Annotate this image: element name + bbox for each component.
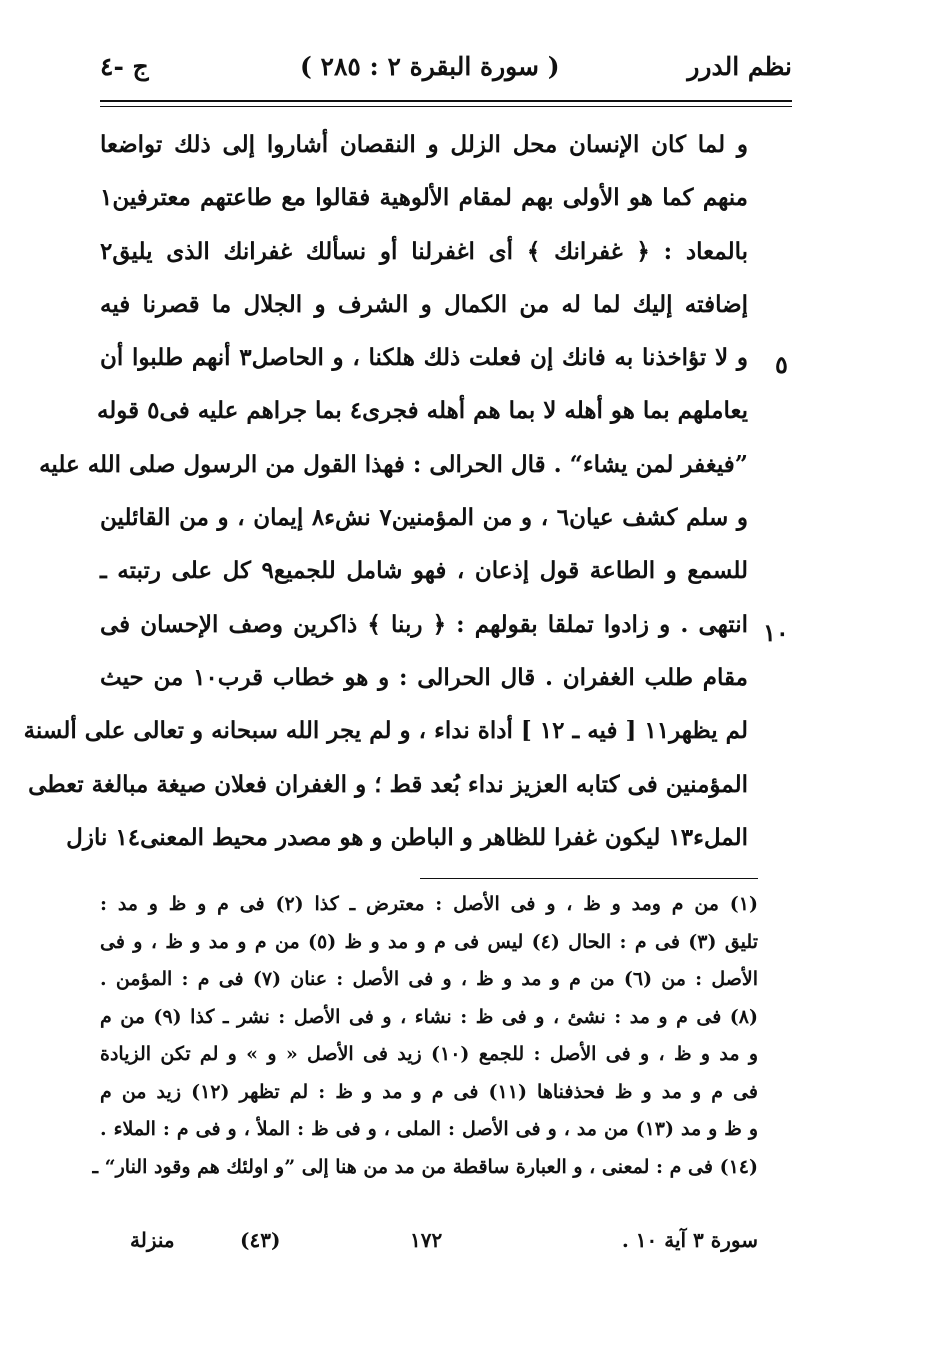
- footnote-line: تليق (٣) فى م : الحال (٤) ليس فى م و مد و ظ (٥) من م و مد و ظ ، و فى: [100, 930, 758, 953]
- main-text: [23, 118, 749, 864]
- text-line: بالمعاد : ﴿ غفرانك ﴾ أى اغفرلنا أو نسألك غفرانك الذى يليق٢: [100, 237, 748, 265]
- running-header: [100, 52, 792, 94]
- footnote-line: (٨) فى م و مد : نشئ ، و فى ظ : نشاء ، و فى الأصل : نشر ـ كذا (٩) من م: [100, 1005, 758, 1028]
- footnote-line: الأصل : من (٦) من م و مد و ظ ، و فى الأصل : عنان (٧) فى م : المؤمن .: [100, 968, 758, 990]
- text-line: و سلم كشف عيان٦ ، و من المؤمنين٧ نشء٨ إيمان ، و من القائلين: [100, 504, 748, 532]
- footer-surah-ayah: سورة ٣ آية ١٠ .: [621, 1228, 758, 1252]
- footnotes: [92, 886, 759, 1186]
- text-line: و لما كان الإنسان محل الزلل و النقصان أشاروا إلى ذلك تواضعا: [100, 131, 748, 158]
- text-line: مقام طلب الغفران . قال الحرالى : و هو خطاب قرب١٠ من حيث: [100, 663, 749, 691]
- footnote-line: فى م و مد و ظ فحذفناها (١١) فى م و مد و ظ : لم تظهر (١٢) زيد من م: [100, 1080, 758, 1103]
- text-line: يعاملهم بما هو أهله لا بما هم أهله فجرى٤ بما جراهم عليه فى٥ قوله: [96, 397, 748, 425]
- footer-manzil: منزلة: [130, 1228, 175, 1252]
- header-rule-thick: [100, 100, 792, 102]
- text-line: انتهى . و زادوا تملقا بقولهم : ﴿ ربنا ﴾ ذاكرين وصف الإحسان فى: [100, 610, 748, 638]
- footnote-line: (١) من م ومد و ظ ، و فى الأصل : معترض ـ كذا (٢) فى م و ظ و مد :: [100, 893, 758, 915]
- book-title: نظم الدرر: [687, 52, 792, 81]
- text-line: إضافته إليك لما له من الكمال و الشرف و الجلال ما قصرنا فيه: [100, 290, 748, 318]
- surah-reference: ( سورة البقرة ٢ : ٢٨٥ ): [300, 52, 560, 81]
- page-footer: [100, 1228, 758, 1264]
- line-number-5: ٥: [775, 350, 788, 379]
- volume-number: ج -٤: [100, 52, 149, 81]
- text-line: المؤمنين فى كتابه العزيز نداء بُعد قط ؛ و الغفران فعلان صيغة مبالغة تعطى: [28, 770, 748, 798]
- text-line: للسمع و الطاعة قول إذعان ، فهو شامل للجميع٩ كل على رتبته ـ: [100, 557, 748, 585]
- footnote-line: (١٤) فى م : لمعنى ، و العبارة ساقطة من مد من هنا إلى ”و اولئك هم وقود النار“ ـ: [92, 1155, 758, 1178]
- text-line: و لا تؤاخذنا به فانك إن فعلت ذلك هلكنا ، و الحاصل٣ أنهم طلبوا أن: [100, 344, 748, 372]
- footnote-line: و ظ و مد (١٣) من مد ، و فى الأصل : الملى ، و فى ظ : الملأ ، و فى م : الملاء .: [100, 1118, 759, 1140]
- line-number-10: ١٠: [763, 618, 789, 647]
- footnote-line: و مد و ظ ، و فى الأصل : للجمع (١٠) زيد فى الأصل « و » و لم تكن الزيادة: [100, 1043, 758, 1065]
- page-number: ١٧٢: [410, 1228, 443, 1252]
- text-line: لم يظهر١١ [ فيه ـ ١٢ ] أداة نداء ، و لم يجر الله سبحانه و تعالى على ألسنة: [23, 717, 748, 745]
- header-rule-thin: [100, 106, 792, 107]
- footnote-divider: [420, 878, 758, 879]
- text-line: الملء١٣ ليكون غفرا للظاهر و الباطن و هو مصدر محيط المعنى١٤ نازل: [66, 823, 748, 851]
- text-line: ”فيغفر لمن يشاء“ . قال الحرالى : فهذا القول من الرسول صلى الله عليه: [39, 450, 748, 478]
- footer-juz: (٤٣): [240, 1228, 281, 1252]
- text-line: منهم كما هو الأولى بهم لمقام الألوهية فقالوا مع طاعتهم معترفين١: [100, 184, 748, 212]
